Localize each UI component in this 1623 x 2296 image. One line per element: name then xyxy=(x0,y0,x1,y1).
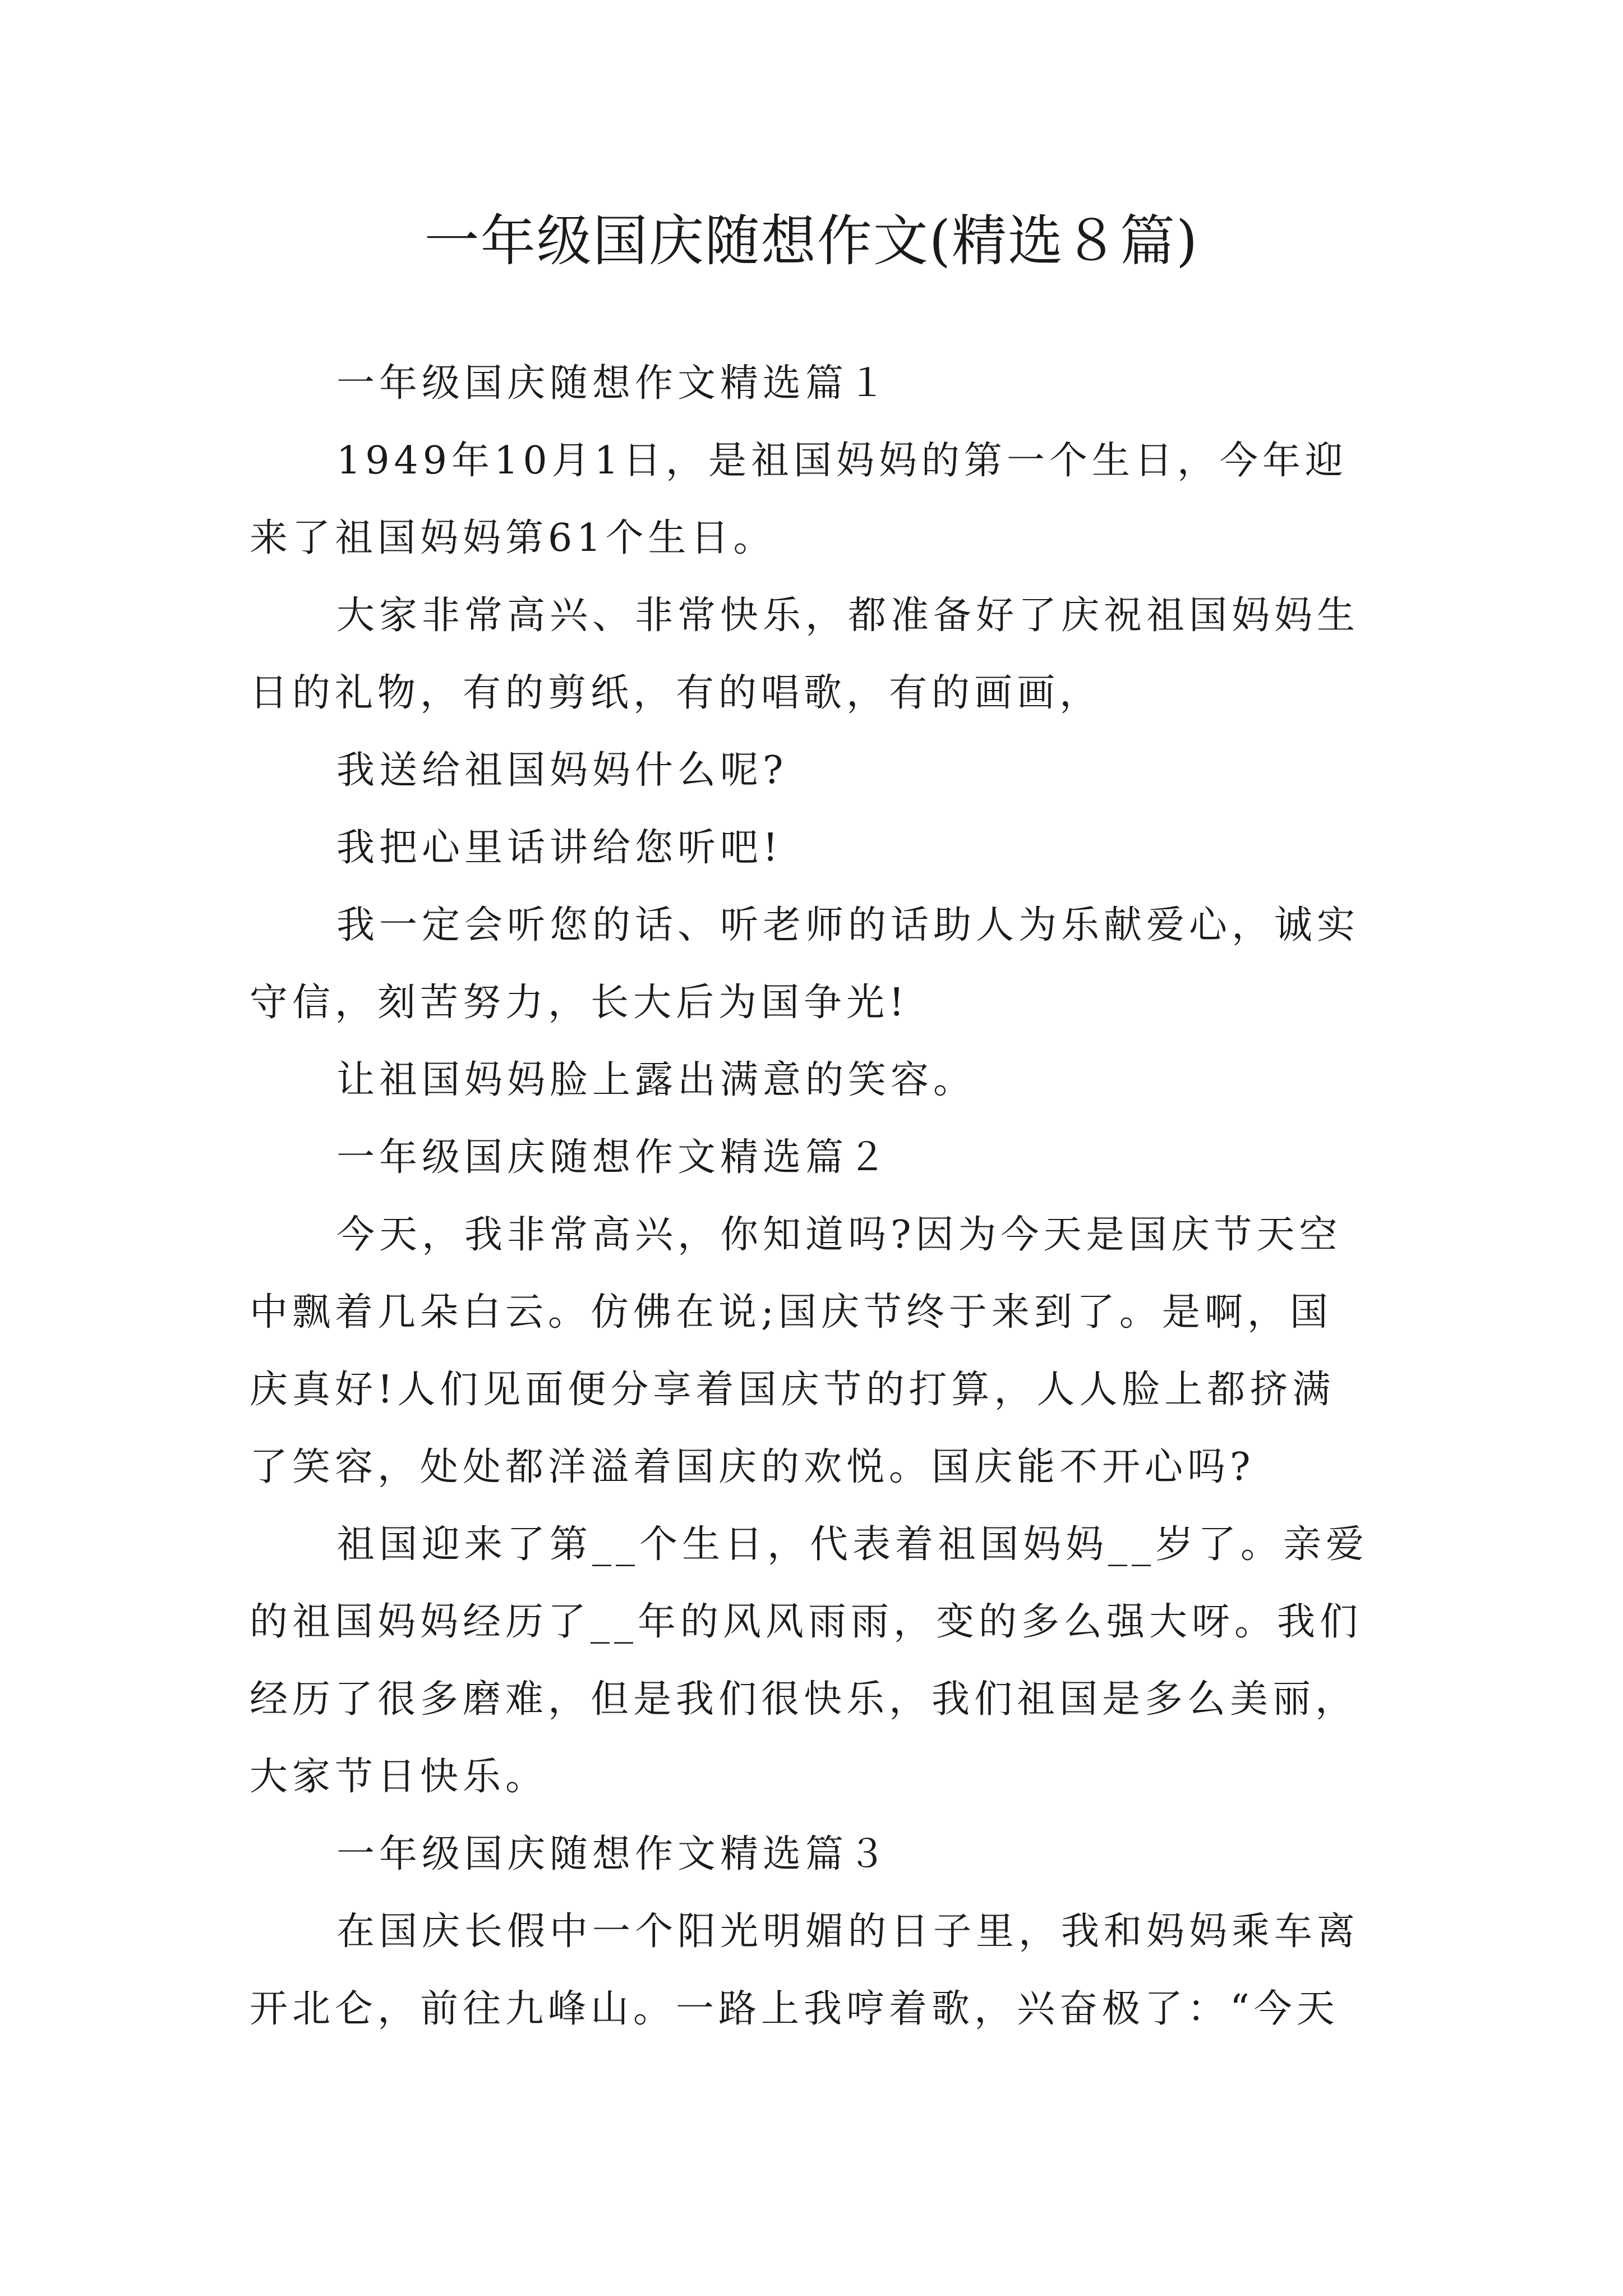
paragraph-start-line: 1949年10月1日，是祖国妈妈的第一个生日，今年迎 xyxy=(336,439,1348,483)
paragraph-line: 了笑容，处处都洋溢着国庆的欢悦。国庆能不开心吗? xyxy=(250,1445,1255,1489)
paragraph-line: 日的礼物，有的剪纸，有的唱歌，有的画画， xyxy=(250,671,1103,715)
paragraph-line: 经历了很多磨难，但是我们很快乐，我们祖国是多么美丽， xyxy=(250,1677,1358,1722)
paragraph-start-line: 在国庆长假中一个阳光明媚的日子里，我和妈妈乘车离 xyxy=(336,1910,1360,1954)
paragraph-start-line: 一年级国庆随想作文精选篇１ xyxy=(336,361,891,406)
document-title: 一年级国庆随想作文(精选８篇) xyxy=(424,209,1199,273)
paragraph-line: 来了祖国妈妈第61个生日。 xyxy=(250,516,776,560)
paragraph-start-line: 我一定会听您的话、听老师的话助人为乐献爱心，诚实 xyxy=(336,903,1360,947)
paragraph-start-line: 祖国迎来了第__个生日，代表着祖国妈妈__岁了。亲爱 xyxy=(336,1522,1369,1567)
document-body xyxy=(250,345,1374,2048)
paragraph-start-line: 一年级国庆随想作文精选篇２ xyxy=(336,1135,891,1180)
paragraph-start-line: 我把心里话讲给您听吧! xyxy=(336,826,783,870)
paragraph-start-line: 一年级国庆随想作文精选篇３ xyxy=(336,1832,891,1876)
paragraph-start-line: 让祖国妈妈脸上露出满意的笑容。 xyxy=(336,1058,976,1102)
paragraph-start-line: 今天，我非常高兴，你知道吗?因为今天是国庆节天空 xyxy=(336,1213,1342,1257)
paragraph-line: 庆真好!人们见面便分享着国庆节的打算，人人脸上都挤满 xyxy=(250,1368,1335,1412)
paragraph-line: 大家节日快乐。 xyxy=(250,1755,548,1799)
paragraph-line: 守信，刻苦努力，长大后为国争光! xyxy=(250,981,909,1025)
paragraph-line: 中飘着几朵白云。仿佛在说;国庆节终于来到了。是啊，国 xyxy=(250,1290,1332,1335)
paragraph-start-line: 我送给祖国妈妈什么呢? xyxy=(336,748,788,793)
paragraph-line: 的祖国妈妈经历了__年的风风雨雨，变的多么强大呀。我们 xyxy=(250,1600,1363,1644)
paragraph-line: 开北仑，前往九峰山。一路上我哼着歌，兴奋极了：“今天 xyxy=(250,1987,1339,2031)
paragraph-start-line: 大家非常高兴、非常快乐，都准备好了庆祝祖国妈妈生 xyxy=(336,593,1360,638)
